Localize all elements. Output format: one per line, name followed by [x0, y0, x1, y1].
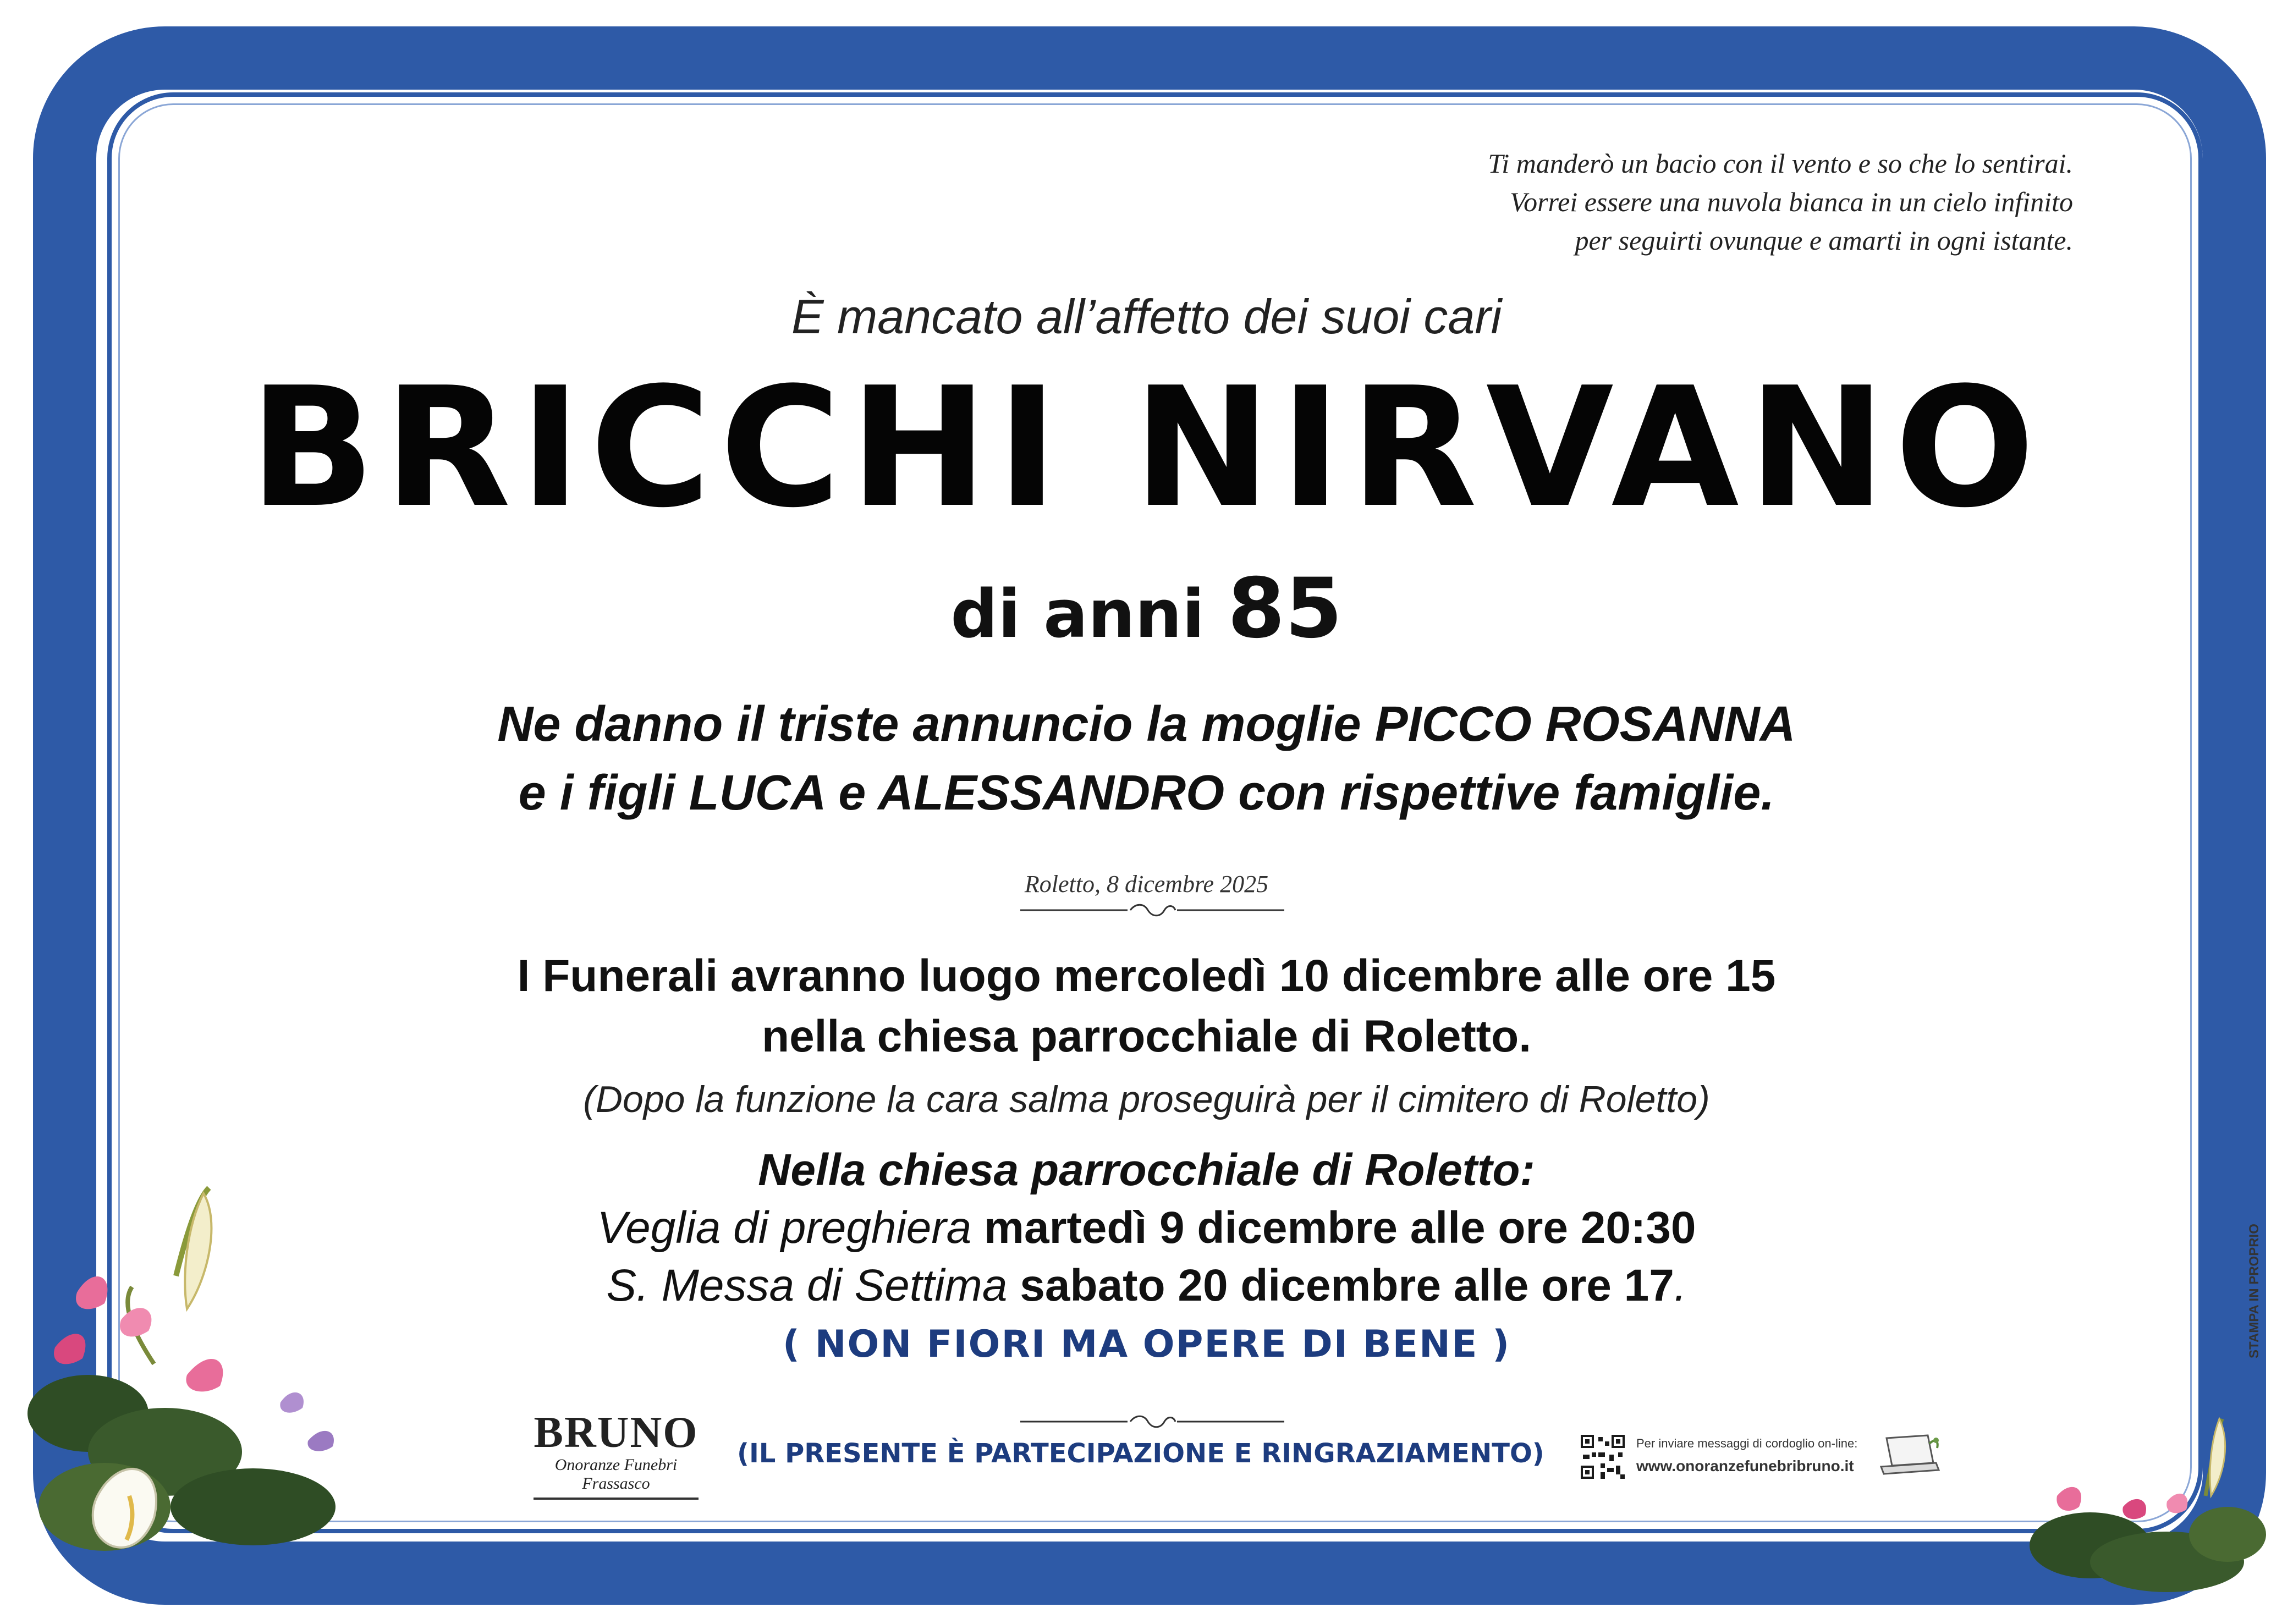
flowers-right-illustration	[2024, 1397, 2266, 1606]
funeral-home-logo	[523, 1408, 710, 1500]
logo-underline	[534, 1498, 699, 1500]
vigil-when: martedì 9 dicembre alle ore 20:30	[984, 1203, 1696, 1253]
qr-code-icon[interactable]	[1579, 1433, 1627, 1481]
ceremony-heading: Nella chiesa parrocchiale di Roletto:	[758, 1145, 1535, 1195]
poem-line: Vorrei essere una nuvola bianca in un cielo infinito	[1510, 186, 2073, 217]
age-line	[0, 561, 2293, 657]
vigil-label: Veglia di preghiera	[597, 1203, 972, 1253]
announcement-line: Ne danno il triste annuncio la moglie PICCO ROSANNA	[497, 697, 1796, 752]
footer-note: (IL PRESENTE È PARTECIPAZIONE E RINGRAZIAMENTO)	[737, 1438, 1544, 1469]
side-print-note: STAMPA IN PROPRIO	[2247, 1224, 2262, 1358]
poem-line: per seguirti ovunque e amarti in ogni istante.	[1575, 225, 2073, 256]
ornament-divider	[1020, 902, 1284, 918]
flowers-left-illustration	[22, 1166, 407, 1595]
ornament-divider	[1020, 1413, 1284, 1430]
funeral-line: nella chiesa parrocchiale di Roletto.	[761, 1011, 1531, 1061]
deceased-name: BRICCHI NIRVANO	[249, 352, 2044, 544]
funeral-info	[0, 946, 2293, 1067]
announcement	[0, 690, 2293, 828]
laptop-icon	[1876, 1433, 1942, 1477]
after-service-note: (Dopo la funzione la cara salma proseguirà per il cimitero di Roletto)	[583, 1078, 1710, 1120]
website-link[interactable]: www.onoranzefunebribruno.it	[1636, 1457, 1854, 1474]
logo-subtitle: Onoranze Funebri Frassasco	[554, 1456, 678, 1493]
web-info	[1636, 1436, 1857, 1475]
place-date: Roletto, 8 dicembre 2025	[1024, 871, 1269, 898]
mass-end: .	[1674, 1260, 1687, 1311]
poem-line: Ti manderò un bacio con il vento e so che lo sentirai.	[1488, 148, 2073, 179]
web-label: Per inviare messaggi di cordoglio on-line:	[1636, 1436, 1858, 1450]
funeral-line: I Funerali avranno luogo mercoledì 10 dicembre alle ore 15	[517, 951, 1776, 1001]
no-flowers-note: ( NON FIORI MA OPERE DI BENE )	[782, 1323, 1511, 1366]
mass-label: S. Messa di Settima	[606, 1260, 1008, 1311]
poem	[1193, 144, 2073, 260]
mass-when: sabato 20 dicembre alle ore 17	[1020, 1260, 1674, 1311]
age-value: 85	[1227, 561, 1343, 657]
intro-text: È mancato all’affetto dei suoi cari	[791, 289, 1502, 344]
logo-title: BRUNO	[534, 1408, 699, 1457]
age-prefix: di anni	[950, 576, 1205, 653]
announcement-line: e i figli LUCA e ALESSANDRO con rispettive famiglie.	[518, 766, 1775, 821]
